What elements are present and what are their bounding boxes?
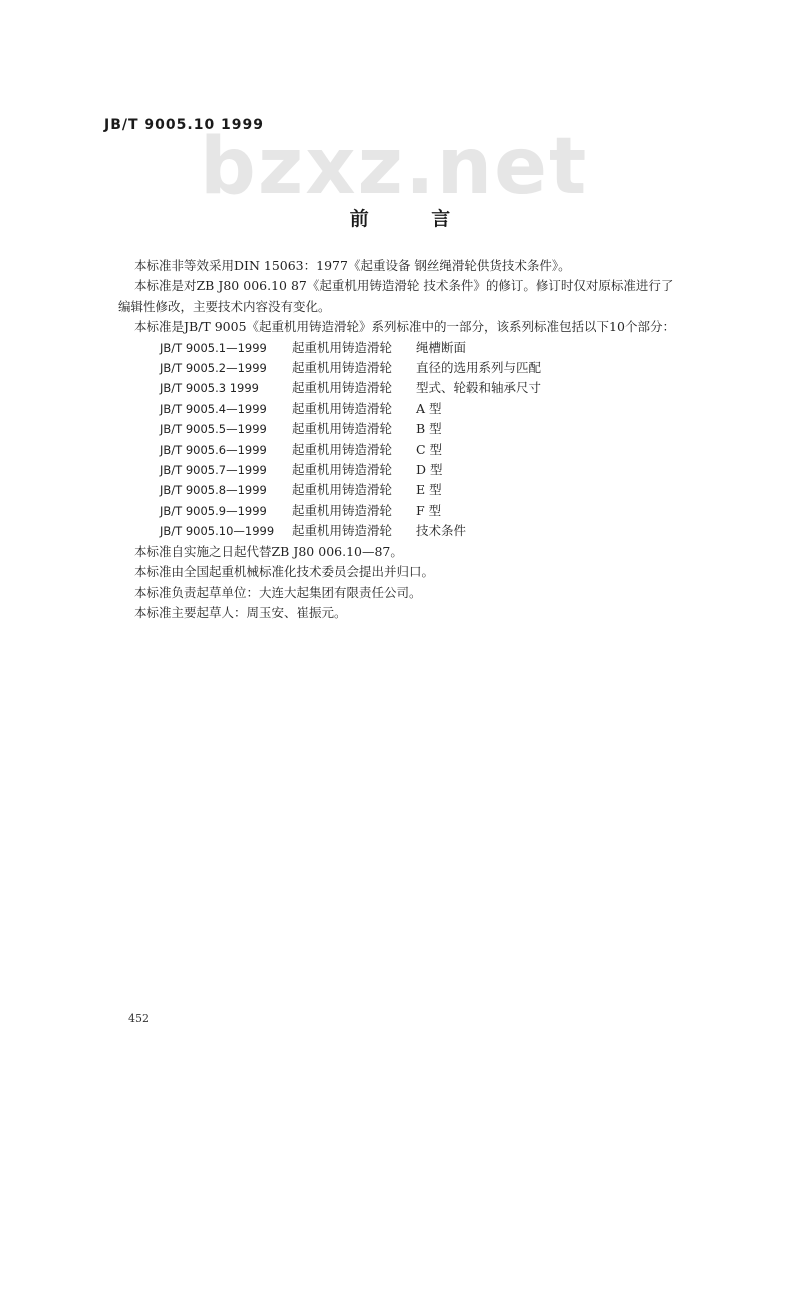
- standard-code: JB/T 9005.1—1999: [160, 340, 267, 355]
- list-item: [118, 338, 688, 358]
- foreword-body: [118, 256, 688, 623]
- standard-code: JB/T 9005.2—1999: [160, 361, 267, 376]
- standard-code: JB/T 9005.9—1999: [160, 503, 267, 518]
- standard-part: E 型: [416, 482, 442, 498]
- standard-name: 起重机用铸造滑轮: [292, 482, 393, 498]
- list-item: [118, 419, 688, 439]
- paragraph-revision: 本标准是对ZB J80 006.10 87《起重机用铸造滑轮 技术条件》的修订。修订时仅对原标准进行了: [134, 278, 674, 294]
- standard-code: JB/T 9005.7—1999: [160, 463, 267, 478]
- standard-name: 起重机用铸造滑轮: [292, 400, 393, 416]
- standard-part: D 型: [416, 462, 443, 478]
- standard-code: JB/T 9005.3 1999: [160, 381, 259, 396]
- standard-part: B 型: [416, 421, 442, 437]
- list-item: [118, 521, 688, 541]
- list-item: [118, 501, 688, 521]
- paragraph-series: 本标准是JB/T 9005《起重机用铸造滑轮》系列标准中的一部分，该系列标准包括以下10个部分：: [134, 319, 675, 335]
- paragraph-committee: 本标准由全国起重机械标准化技术委员会提出并归口。: [134, 564, 435, 580]
- standard-name: 起重机用铸造滑轮: [292, 421, 393, 437]
- document-code: JB/T 9005.10 1999: [104, 117, 265, 133]
- standard-code: JB/T 9005.6—1999: [160, 442, 267, 457]
- standard-code: JB/T 9005.5—1999: [160, 422, 267, 437]
- standard-name: 起重机用铸造滑轮: [292, 360, 393, 376]
- standard-code: JB/T 9005.10—1999: [160, 524, 275, 539]
- standard-name: 起重机用铸造滑轮: [292, 380, 393, 396]
- standard-part: 绳槽断面: [416, 339, 467, 355]
- standard-part: A 型: [416, 400, 442, 416]
- list-item: [118, 399, 688, 419]
- list-item: [118, 378, 688, 398]
- series-parts-list: [118, 338, 688, 542]
- paragraph-revision-continued: 编辑性修改，主要技术内容没有变化。: [118, 298, 331, 314]
- watermark-logo: bzxz.net: [200, 122, 589, 212]
- standard-part: 直径的选用系列与匹配: [416, 360, 542, 376]
- standard-part: F 型: [416, 502, 442, 518]
- standard-name: 起重机用铸造滑轮: [292, 462, 393, 478]
- list-item: [118, 440, 688, 460]
- standard-name: 起重机用铸造滑轮: [292, 441, 393, 457]
- standard-name: 起重机用铸造滑轮: [292, 339, 393, 355]
- standard-part: C 型: [416, 441, 443, 457]
- paragraph-replacement: 本标准自实施之日起代替ZB J80 006.10—87。: [134, 543, 403, 559]
- paragraph-drafting-unit: 本标准负责起草单位：大连大起集团有限责任公司。: [134, 584, 422, 600]
- section-title: 前 言: [349, 208, 479, 230]
- list-item: [118, 480, 688, 500]
- paragraph-drafters: 本标准主要起草人：周玉安、崔振元。: [134, 604, 347, 620]
- standard-name: 起重机用铸造滑轮: [292, 523, 393, 539]
- standard-name: 起重机用铸造滑轮: [292, 502, 393, 518]
- standard-part: 技术条件: [416, 523, 467, 539]
- list-item: [118, 460, 688, 480]
- standard-part: 型式、轮毂和轴承尺寸: [416, 380, 542, 396]
- standard-code: JB/T 9005.8—1999: [160, 483, 267, 498]
- page-number: 452: [128, 1012, 149, 1025]
- paragraph-adoption: 本标准非等效采用DIN 15063：1977《起重设备 钢丝绳滑轮供货技术条件》。: [134, 258, 571, 273]
- standard-code: JB/T 9005.4—1999: [160, 401, 267, 416]
- list-item: [118, 358, 688, 378]
